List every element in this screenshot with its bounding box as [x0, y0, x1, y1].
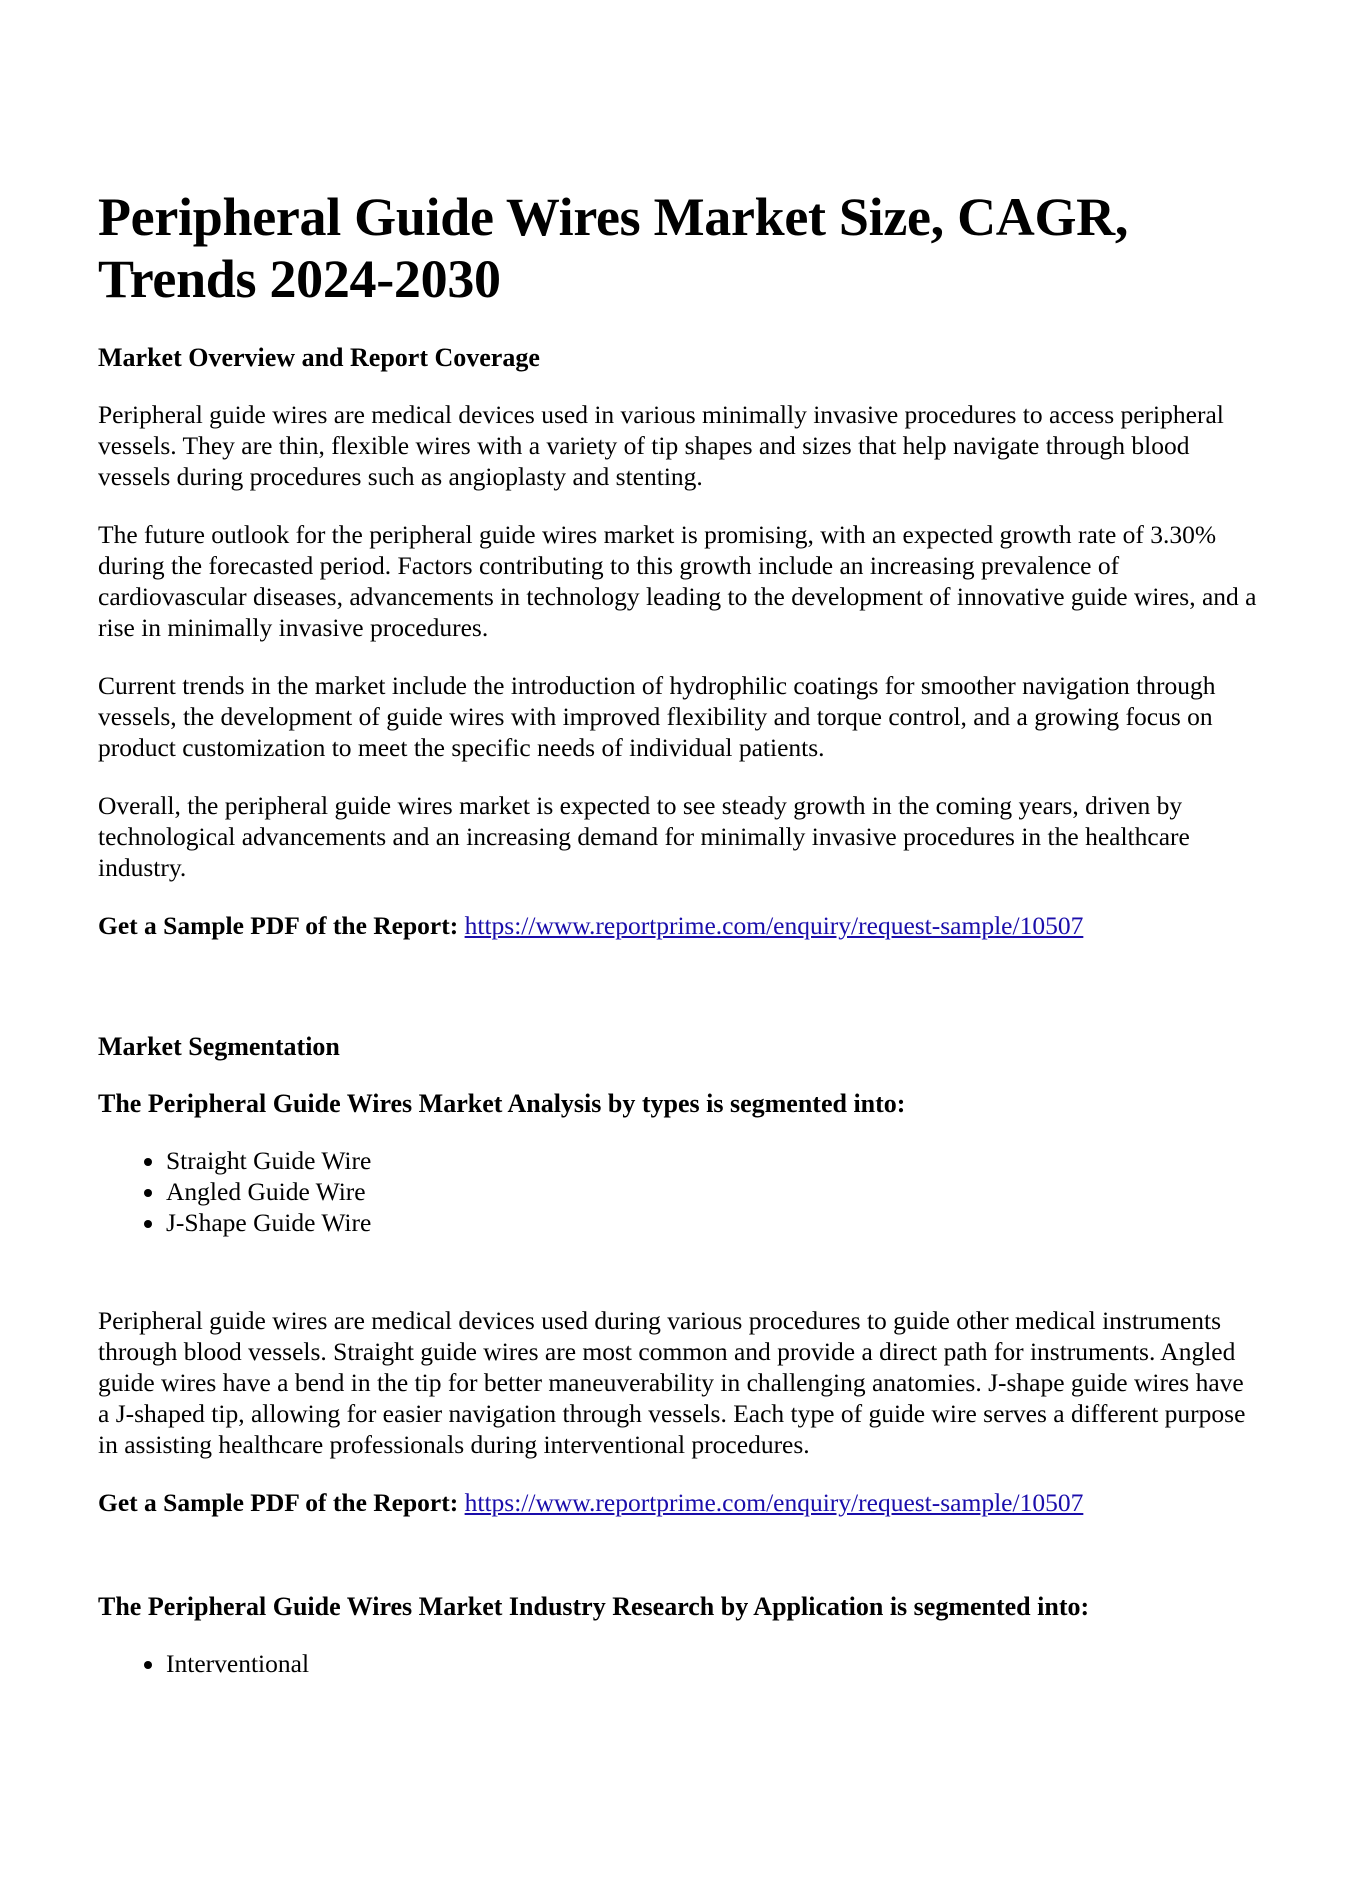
sample-pdf-line: [98, 1487, 1258, 1518]
document-page: [98, 186, 1258, 1679]
overview-paragraph: The future outlook for the peripheral guide wires market is promising, with an expected growth rate of 3.30% during the forecasted period. Factors contributing to this growth include an increasing prevalence of cardiovascular diseases, advancements in technology leading to the development of innovative guide wires, and a rise in minimally invasive procedures.: [98, 520, 1257, 642]
spacer: [98, 1238, 1258, 1305]
sample-pdf-link[interactable]: https://www.reportprime.com/enquiry/request-sample/10507: [464, 911, 1084, 940]
sample-pdf-line: [98, 910, 1258, 941]
overview-paragraph: Current trends in the market include the introduction of hydrophilic coatings for smoother navigation through vessels, the development of guide wires with improved flexibility and torque control, and a growing focus on product customization to meet the specific needs of individual patients.: [98, 671, 1216, 762]
list-item: • J-Shape Guide Wire: [166, 1207, 1258, 1238]
sample-pdf-label: Get a Sample PDF of the Report:: [98, 1488, 459, 1517]
application-heading: The Peripheral Guide Wires Market Industry Research by Application is segmented into:: [98, 1592, 1090, 1621]
list-item: • Angled Guide Wire: [166, 1176, 1258, 1207]
sample-pdf-label: Get a Sample PDF of the Report:: [98, 911, 459, 940]
spacer: [98, 1518, 1258, 1591]
types-heading: The Peripheral Guide Wires Market Analysis by types is segmented into:: [98, 1089, 906, 1118]
spacer: [98, 941, 1258, 1031]
overview-paragraph: Overall, the peripheral guide wires market is expected to see steady growth in the coming years, driven by technological advancements and an increasing demand for minimally invasive procedures in the healthcare industry.: [98, 791, 1190, 882]
page-title: Peripheral Guide Wires Market Size, CAGR, Trends 2024-2030: [98, 187, 1129, 309]
types-paragraph: Peripheral guide wires are medical devices used during various procedures to guide other medical instruments through blood vessels. Straight guide wires are most common and provide a direct path for instruments. Angled guide wires have a bend in the tip for better maneuverability in challenging anatomies. J-shape guide wires have a J-shaped tip, allowing for easier navigation through vessels. Each type of guide wire serves a different purpose in assisting healthcare professionals during interventional procedures.: [98, 1306, 1246, 1459]
applications-list: [98, 1648, 1258, 1679]
overview-paragraph: Peripheral guide wires are medical devices used in various minimally invasive procedures to access peripheral vessels. They are thin, flexible wires with a variety of tip shapes and sizes that help navigate through blood vessels during procedures such as angioplasty and stenting.: [98, 400, 1224, 491]
list-item: • Interventional: [166, 1648, 1258, 1679]
overview-heading: Market Overview and Report Coverage: [98, 343, 540, 372]
segmentation-heading: Market Segmentation: [98, 1032, 340, 1061]
types-list: [98, 1145, 1258, 1238]
list-item: • Straight Guide Wire: [166, 1145, 1258, 1176]
sample-pdf-link[interactable]: https://www.reportprime.com/enquiry/request-sample/10507: [464, 1488, 1084, 1517]
